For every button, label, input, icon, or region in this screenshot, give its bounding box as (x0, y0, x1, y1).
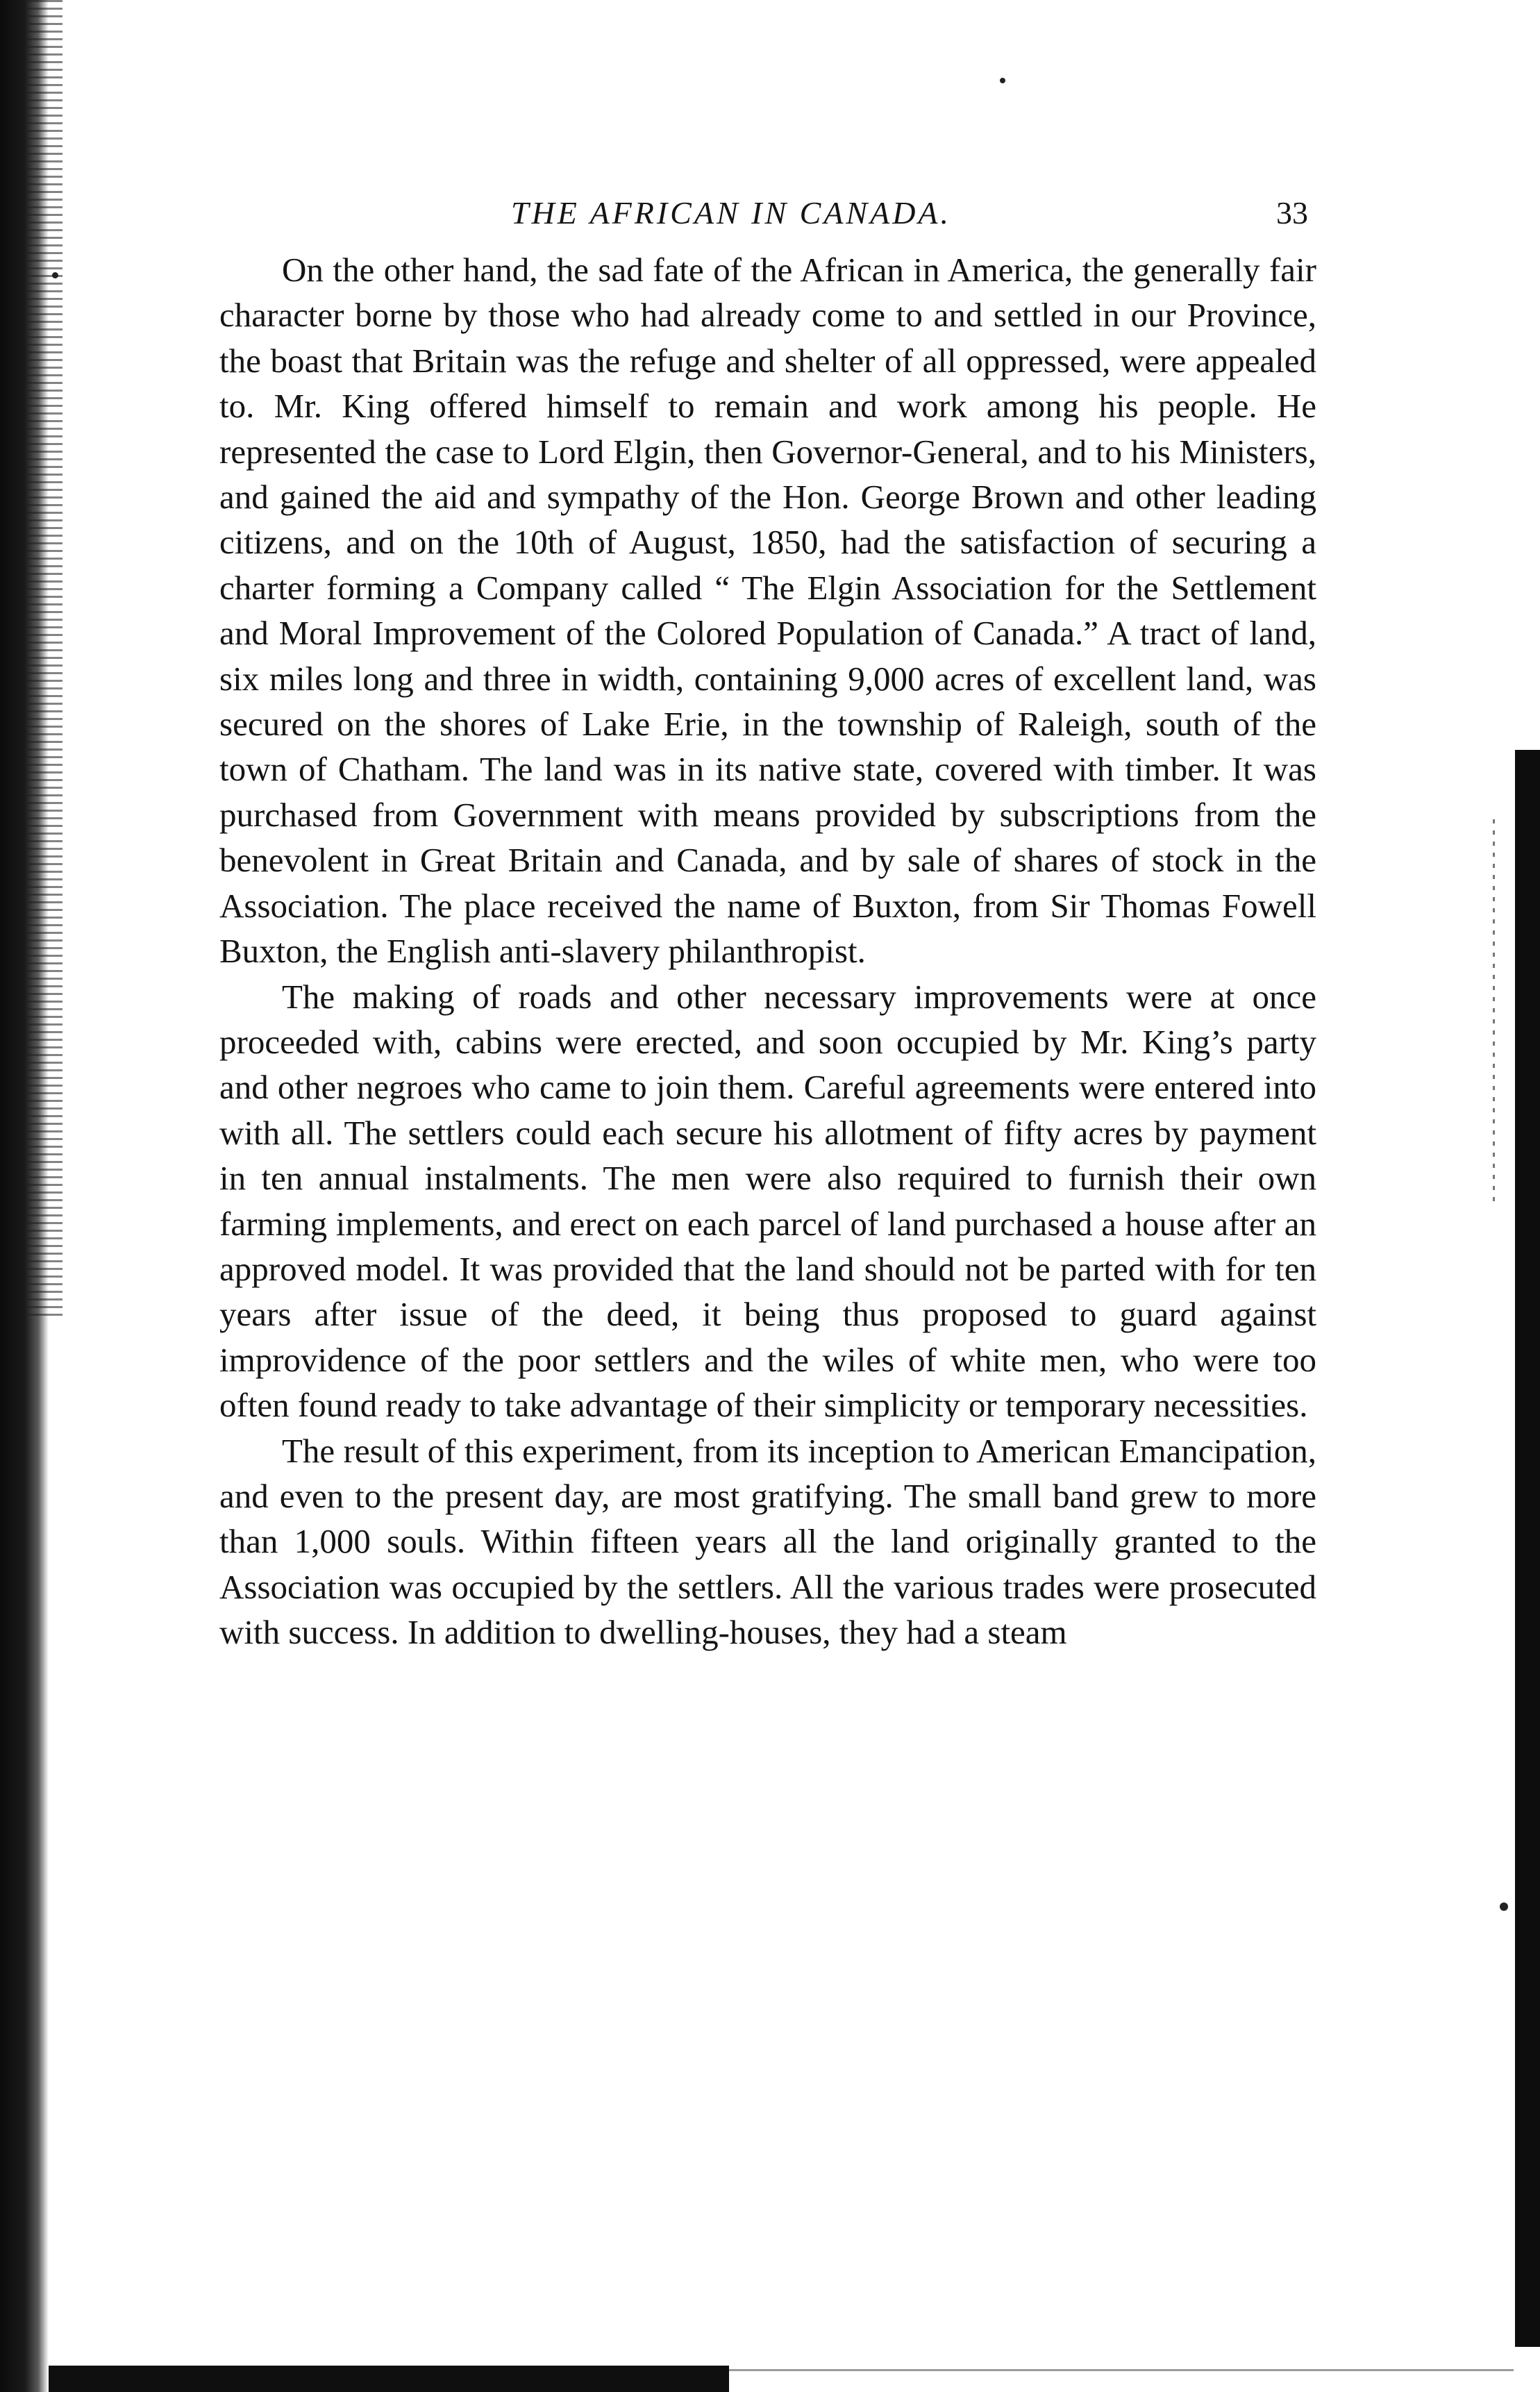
scan-edge-noise (28, 0, 62, 1319)
scan-edge-bottom-line (729, 2369, 1514, 2371)
scan-edge-bottom (49, 2366, 729, 2392)
scan-speck (1500, 1902, 1508, 1911)
paragraph: On the other hand, the sad fate of the African in America, the generally fair character borne by those who had already come to and settled in our Province, the boast that Britain was the refuge and shelter of all oppressed, were appealed to. Mr. King offered himself to remain and work among his people. He represented the case to Lord Elgin, then Governor-General, and to his Ministers, and gained the aid and sympathy of the Hon. George Brown and other leading citizens, and on the 10th of August, 1850, had the satisfaction of securing a charter forming a Company called “ The Elgin Association for the Settlement and Moral Improvement of the Colored Population of Canada.” A tract of land, six miles long and three in width, containing 9,000 acres of excellent land, was secured on the shores of Lake Erie, in the township of Raleigh, south of the town of Chatham. The land was in its native state, covered with timber. It was purchased from Government with means provided by subscriptions from the benevolent in Great Britain and Canada, and by sale of shares of stock in the Association. The place received the name of Buxton, from Sir Thomas Fowell Buxton, the English anti-slavery philanthropist. (219, 251, 1316, 971)
body-text (219, 247, 1316, 1655)
scan-speck (1000, 78, 1005, 83)
running-title: THE AFRICAN IN CANADA. (511, 195, 952, 231)
page-number: 33 (1276, 195, 1308, 231)
running-head (219, 194, 1316, 247)
scan-edge-right (1515, 750, 1540, 2347)
paragraph: The making of roads and other necessary improvements were at once proceeded with, cabins were erected, and soon occupied by Mr. King’s party and other negroes who came to join them. Careful agreements were entered into with all. The settlers could each secure his allotment of fifty acres by payment in ten annual instalments. The men were also required to furnish their own farming implements, and erect on each parcel of land purchased a house after an approved model. It was provided that the land should not be parted with for ten years after issue of the deed, it being thus proposed to guard against improvidence of the poor settlers and the wiles of white men, who were too often found ready to take advantage of their simplicity or temporary necessities. (219, 977, 1316, 1425)
scan-gutter-mark (1493, 819, 1495, 1208)
scan-speck (52, 272, 58, 278)
book-page (219, 194, 1316, 1655)
paragraph: The result of this experiment, from its inception to American Emancipation, and even to the present day, are most gratifying. The small band grew to more than 1,000 souls. Within fifteen years all the land originally granted to the Association was occupied by the settlers. All the various trades were prosecuted with success. In addition to dwelling-houses, they had a steam (219, 1431, 1316, 1652)
